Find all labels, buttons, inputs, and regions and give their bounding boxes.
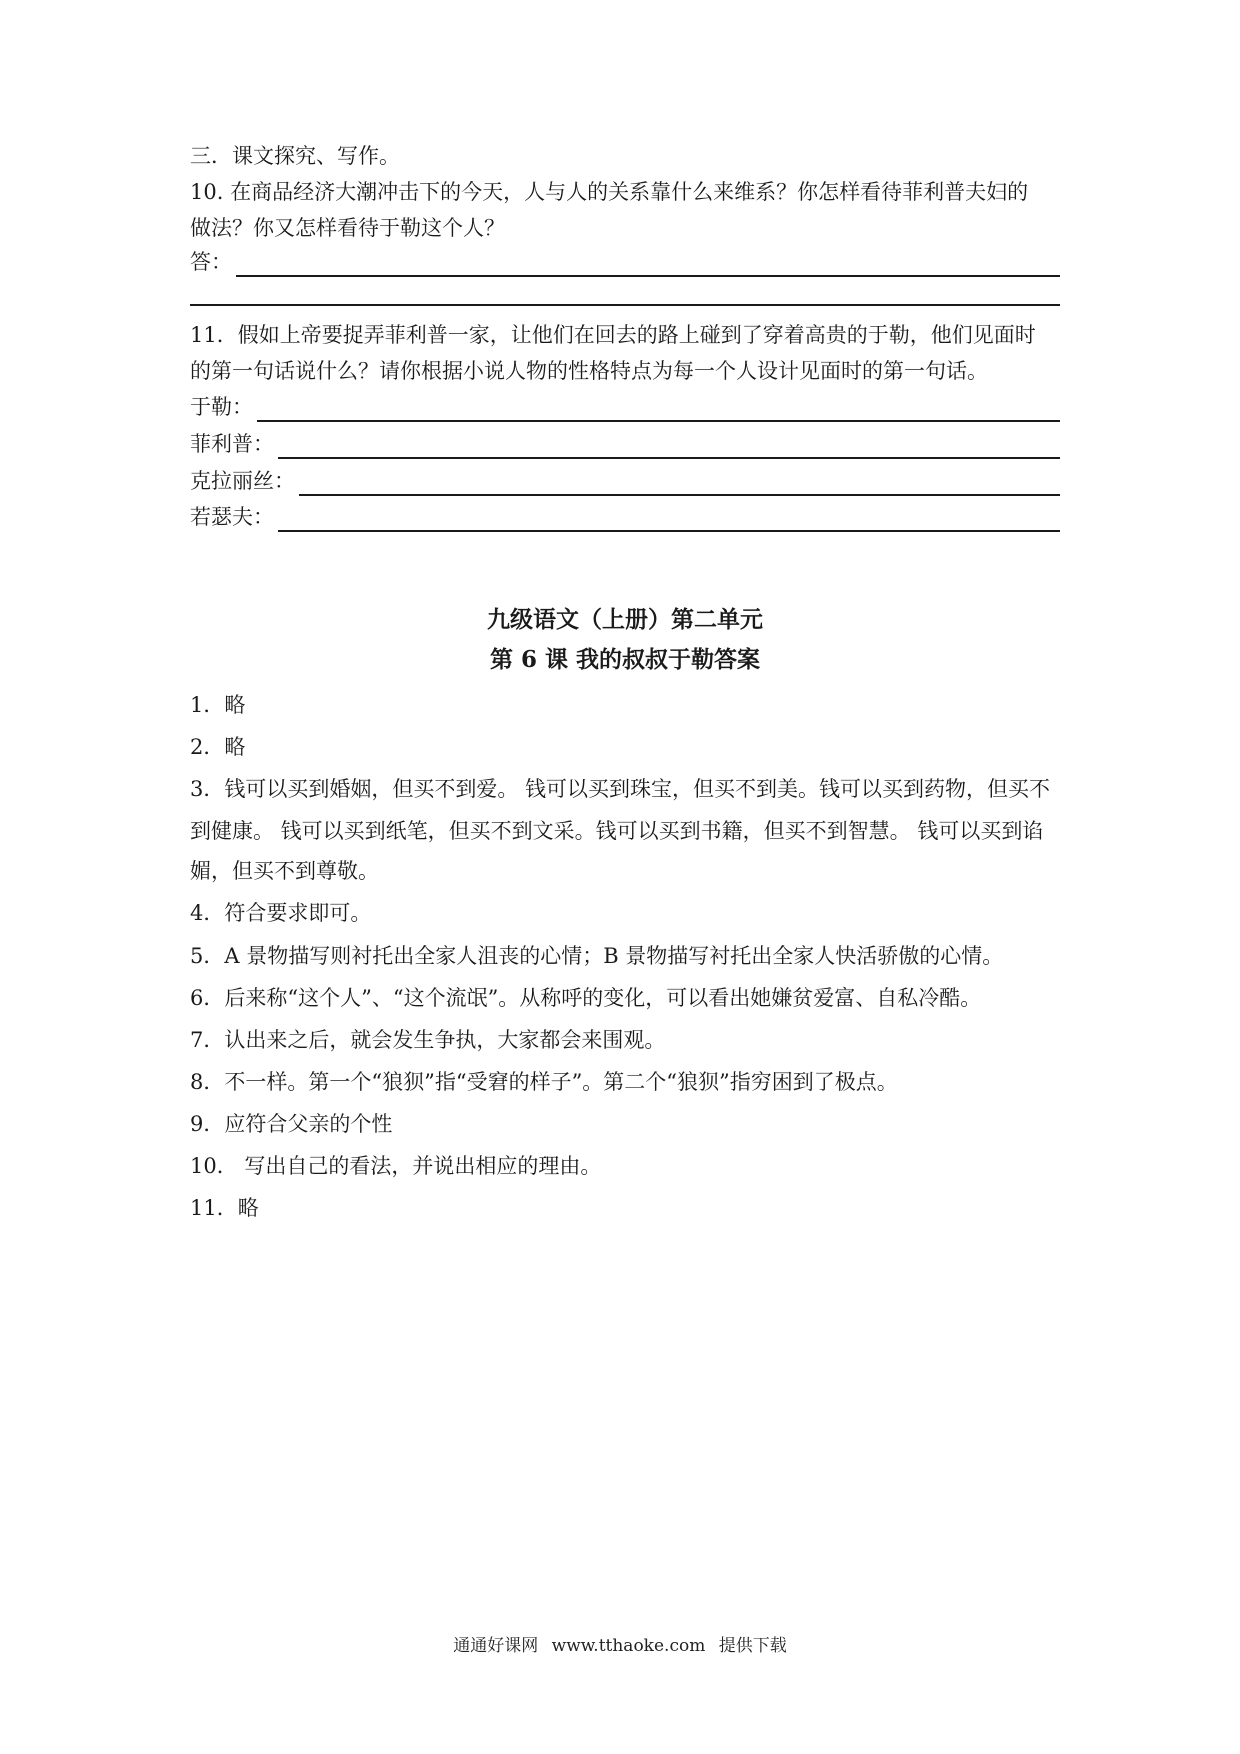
answer-item: 9．应符合父亲的个性	[190, 1112, 393, 1136]
footer-url[interactable]: www.tthaoke.com	[551, 1636, 706, 1656]
answer-item: 7．认出来之后，就会发生争执，大家都会来围观。	[190, 1028, 666, 1052]
answer-underline	[236, 251, 1060, 277]
field-underline-clarisse	[299, 470, 1060, 496]
answer-item: 11．略	[190, 1196, 259, 1220]
field-label-clarisse: 克拉丽丝：	[190, 469, 295, 493]
field-underline-youle	[257, 396, 1060, 422]
answer-item: 1．略	[190, 693, 246, 717]
page-footer	[0, 1634, 1240, 1658]
answer-item: 5．A 景物描写则衬托出全家人沮丧的心情；B 景物描写衬托出全家人快活骄傲的心情。	[190, 944, 1004, 968]
answer-item: 媚，但买不到尊敬。	[190, 859, 379, 883]
field-label-philippe: 菲利普：	[190, 432, 274, 456]
field-joseph[interactable]	[190, 502, 1060, 532]
question-11-line-2: 的第一句话说什么？请你根据小说人物的性格特点为每一个人设计见面时的第一句话。	[190, 359, 988, 383]
answer-item: 3．钱可以买到婚姻，但买不到爱。 钱可以买到珠宝，但买不到美。钱可以买到药物，但买不	[190, 777, 1051, 801]
answer-item: 10． 写出自己的看法，并说出相应的理由。	[190, 1154, 602, 1178]
answer-item: 2．略	[190, 735, 246, 759]
answer-item: 到健康。 钱可以买到纸笔，但买不到文采。钱可以买到书籍，但买不到智慧。 钱可以买到谄	[190, 819, 1044, 843]
answer-underline-2	[190, 304, 1060, 306]
field-underline-joseph	[278, 506, 1060, 532]
footer-site-name: 通通好课网	[453, 1636, 539, 1656]
answers-heading-lesson: 第 6 课 我的叔叔于勒答案	[489, 646, 761, 673]
answer-label: 答：	[190, 250, 232, 274]
answer-item: 8．不一样。第一个“狼狈”指“受窘的样子”。第二个“狼狈”指穷困到了极点。	[190, 1070, 898, 1094]
answer-item: 6．后来称“这个人”、“这个流氓”。从称呼的变化，可以看出她嫌贫爱富、自私冷酷。	[190, 986, 982, 1010]
footer-note: 提供下载	[718, 1636, 787, 1656]
field-label-youle: 于勒：	[190, 395, 253, 419]
field-philippe[interactable]	[190, 429, 1060, 459]
answer-item: 4．符合要求即可。	[190, 901, 372, 925]
field-underline-philippe	[278, 433, 1060, 459]
field-label-joseph: 若瑟夫：	[190, 505, 274, 529]
answers-heading-unit: 九级语文（上册）第二单元	[487, 606, 763, 633]
question-10-line-1: 10. 在商品经济大潮冲击下的今天，人与人的关系靠什么来维系？你怎样看待菲利普夫妇的	[190, 180, 1029, 204]
section-title: 三．课文探究、写作。	[190, 144, 400, 168]
field-clarisse[interactable]	[190, 466, 1060, 496]
question-10-line-2: 做法？你又怎样看待于勒这个人？	[190, 216, 505, 240]
answer-field-q10[interactable]	[190, 247, 1060, 277]
question-11-line-1: 11．假如上帝要捉弄菲利普一家，让他们在回去的路上碰到了穿着高贵的于勒，他们见面时	[190, 323, 1036, 347]
field-youle[interactable]	[190, 392, 1060, 422]
